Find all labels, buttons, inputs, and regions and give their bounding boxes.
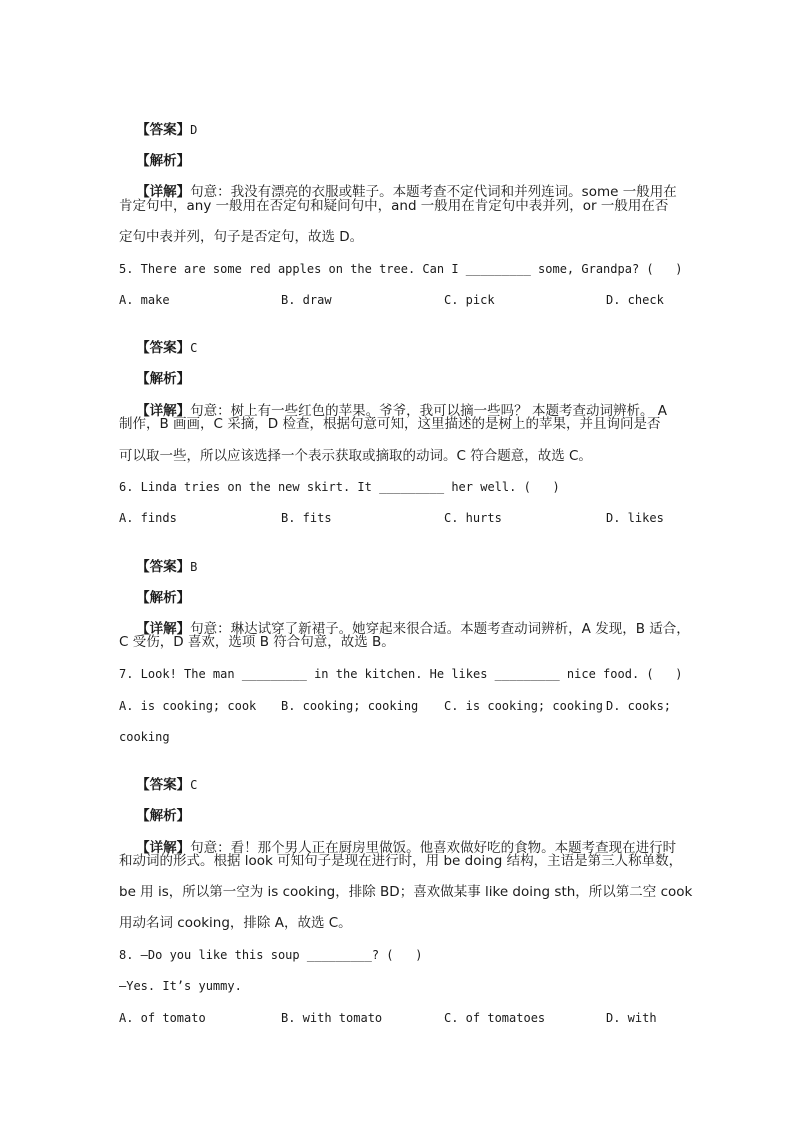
detail-label: 【详解】: [136, 184, 191, 200]
detail-text: 可以取一些，所以应该选择一个表示获取或摘取的动词。C 符合题意，故选 C。: [119, 448, 592, 464]
option-d: D. cooks;: [606, 699, 672, 713]
option-d: D. with: [606, 1011, 657, 1025]
analysis-label: 【解析】: [136, 371, 191, 387]
option-a: A. make: [119, 293, 170, 307]
detail-text: C 受伤，D 喜欢，选项 B 符合句意，故选 B。: [119, 634, 395, 650]
detail-text: 制作，B 画画，C 采摘，D 检查，根据句意可知，这里描述的是树上的苹果，并且询问是否: [119, 416, 661, 432]
question-stem: 5. There are some red apples on the tree. Can I _________ some, Grandpa? ( ): [119, 262, 683, 276]
answer-value: D: [190, 123, 198, 137]
option-b: B. draw: [281, 293, 332, 307]
option-a: A. finds: [119, 511, 177, 525]
analysis-label: 【解析】: [136, 808, 191, 824]
answer-label: 【答案】: [136, 559, 191, 575]
answer-value: C: [190, 341, 198, 355]
detail-text: 定句中表并列，句子是否定句，故选 D。: [119, 229, 364, 245]
question-stem: 7. Look! The man _________ in the kitchen. He likes _________ nice food. ( ): [119, 667, 683, 681]
answer-label: 【答案】: [136, 122, 191, 138]
option-c: C. of tomatoes: [444, 1011, 546, 1025]
option-b: B. fits: [281, 511, 332, 525]
detail-text: 句意：琳达试穿了新裙子。她穿起来很合适。本题考查动词辨析，A 发现，B 适合，: [190, 621, 690, 637]
analysis-label: 【解析】: [136, 590, 191, 606]
detail-label: 【详解】: [136, 403, 191, 419]
detail-label: 【详解】: [136, 840, 191, 856]
option-d: D. check: [606, 293, 664, 307]
answer-label: 【答案】: [136, 777, 191, 793]
option-d-continued: cooking: [119, 730, 170, 744]
dialogue-reply: —Yes. It’s yummy.: [119, 979, 242, 993]
analysis-label: 【解析】: [136, 153, 191, 169]
detail-text: be 用 is，所以第一空为 is cooking，排除 BD；喜欢做某事 like doing sth，所以第二空 cook: [119, 884, 693, 900]
answer-value: B: [190, 560, 198, 574]
question-stem: 8. —Do you like this soup _________? ( ): [119, 948, 423, 962]
detail-text: 句意：看！那个男人正在厨房里做饭。他喜欢做好吃的食物。本题考查现在进行时: [190, 840, 677, 856]
option-c: C. pick: [444, 293, 495, 307]
detail-text: 句意：我没有漂亮的衣服或鞋子。本题考查不定代词和并列连词。some 一般用在: [190, 184, 677, 200]
detail-label: 【详解】: [136, 621, 191, 637]
detail-text: 肯定句中，any 一般用在否定句和疑问句中，and 一般用在肯定句中表并列，or 一般用在否: [119, 198, 669, 214]
detail-text: 和动词的形式。根据 look 可知句子是现在进行时，用 be doing 结构，主语是第三人称单数，: [119, 853, 683, 869]
option-a: A. of tomato: [119, 1011, 206, 1025]
option-c: C. hurts: [444, 511, 502, 525]
detail-text: 用动名词 cooking，排除 A，故选 C。: [119, 915, 352, 931]
option-b: B. cooking; cooking: [281, 699, 419, 713]
option-c: C. is cooking; cooking: [444, 699, 603, 713]
option-d: D. likes: [606, 511, 664, 525]
answer-value: C: [190, 778, 198, 792]
option-a: A. is cooking; cook: [119, 699, 257, 713]
question-stem: 6. Linda tries on the new skirt. It _________ her well. ( ): [119, 480, 560, 494]
option-b: B. with tomato: [281, 1011, 383, 1025]
answer-label: 【答案】: [136, 340, 191, 356]
detail-text: 句意：树上有一些红色的苹果。爷爷，我可以摘一些吗？ 本题考查动词辨析。 A: [190, 403, 667, 419]
